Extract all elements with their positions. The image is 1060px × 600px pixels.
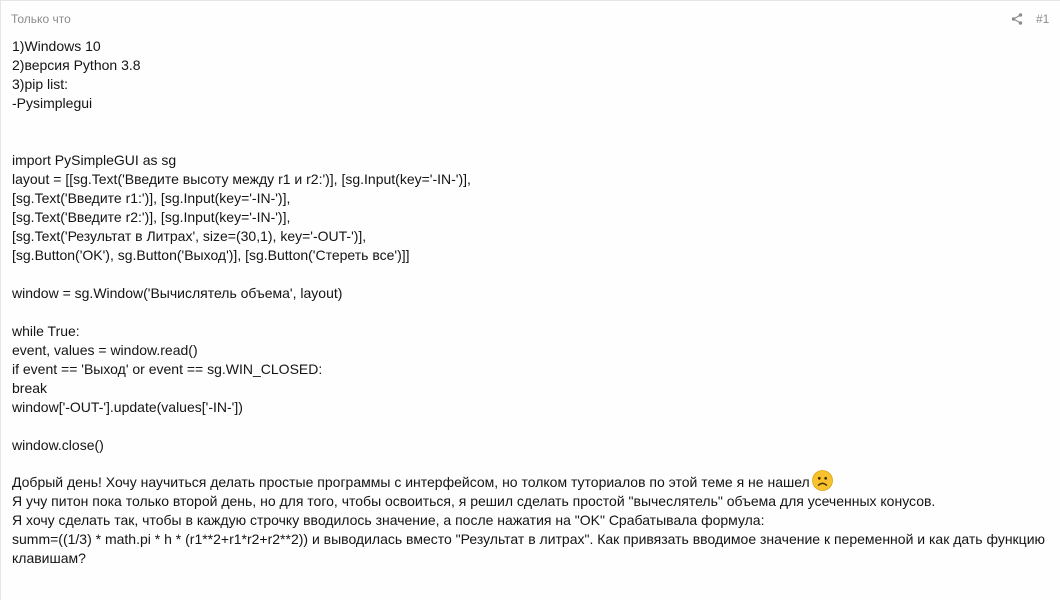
code-line: [sg.Text('Введите r1:')], [sg.Input(key='-IN-')], [12,190,291,206]
code-line: window['-OUT-'].update(values['-IN-']) [12,399,243,415]
environment-line: 1)Windows 10 [12,38,101,54]
code-line: if event == 'Выход' or event == sg.WIN_CLOSED: [12,361,323,377]
environment-line: 3)pip list: [12,76,69,92]
question-greeting: Добрый день! Хочу научиться делать простые программы с интерфейсом, но толком туториалов по этой теме я не нашел [12,474,810,490]
code-line: event, values = window.read() [12,342,198,358]
code-block [12,151,1052,455]
code-line: [sg.Text('Введите r2:')], [sg.Input(key='-IN-')], [12,209,291,225]
code-line [12,417,1052,436]
environment-line: 2)версия Python 3.8 [12,57,141,73]
code-line: import PySimpleGUI as sg [12,152,177,168]
environment-line: -Pysimplegui [12,95,93,111]
code-line: while True: [12,323,80,339]
question-line: summ=((1/3) * math.pi * h * (r1**2+r1*r2+r2**2)) и выводилась вместо "Результат в литрах". Как привязать вводимое значение к переменной и как дать функцию клавишам? [12,531,1049,566]
question-text [12,470,1052,568]
code-line: [sg.Text('Результат в Литрах', size=(30,1), key='-OUT-')], [12,228,367,244]
environment-list [12,37,1052,113]
code-line: window.close() [12,437,104,453]
post-timestamp[interactable]: Только что [11,12,71,26]
question-line [12,470,1052,492]
sad-face-emoji-icon [812,470,833,491]
code-line [12,303,1052,322]
post-body [12,37,1052,568]
post-header [1,1,1060,37]
question-line: Я хочу сделать так, чтобы в каждую строчку вводилось значение, а после нажатия на "OK" Срабатывала формула: [12,512,765,528]
code-line [12,265,1052,284]
code-line: layout = [[sg.Text('Введите высоту между r1 и r2:')], [sg.Input(key='-IN-')], [12,171,471,187]
code-line: break [12,380,48,396]
code-line: [sg.Button('OK'), sg.Button('Выход')], [sg.Button('Стереть все')]] [12,247,410,263]
post-number-link[interactable]: #1 [1036,12,1050,26]
code-line: window = sg.Window('Вычислятель объема', layout) [12,285,343,301]
question-line: Я учу питон пока только второй день, но для того, чтобы освоиться, я решил сделать простой "вычеслятель" объема для усеченных конусов. [12,493,936,509]
share-icon[interactable] [1010,12,1024,26]
